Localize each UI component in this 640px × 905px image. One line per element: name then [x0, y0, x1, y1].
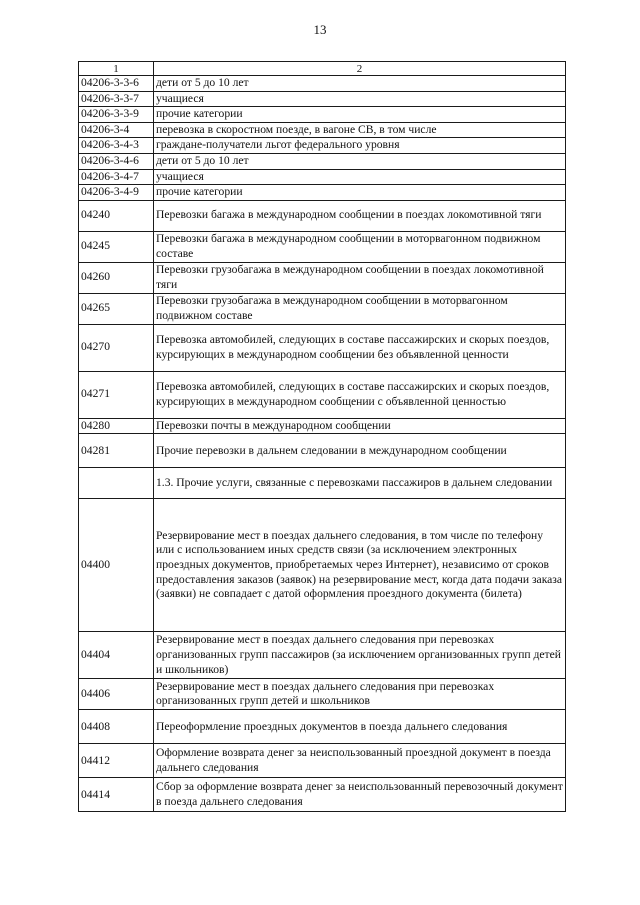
- table-row: [79, 122, 566, 138]
- row-code: 04408: [79, 710, 154, 744]
- row-code: 04404: [79, 632, 154, 679]
- row-code: 04206-3-3-9: [79, 107, 154, 123]
- row-code: 04206-3-4-3: [79, 138, 154, 154]
- row-description: Перевозки грузобагажа в международном сообщении в моторвагонном подвижном составе: [154, 293, 566, 324]
- row-description: прочие категории: [154, 185, 566, 201]
- table-row: [79, 778, 566, 812]
- table-row: [79, 231, 566, 262]
- row-code: 04206-3-4-7: [79, 169, 154, 185]
- row-description: Резервирование мест в поездах дальнего следования при перевозках организованных групп пассажиров (за исключением организованных групп детей и школьников): [154, 632, 566, 679]
- row-code: 04260: [79, 262, 154, 293]
- row-description: дети от 5 до 10 лет: [154, 76, 566, 92]
- table-row: [79, 324, 566, 371]
- row-code: 04206-3-3-6: [79, 76, 154, 92]
- table-row: [79, 76, 566, 92]
- table-row: [79, 91, 566, 107]
- table-row: [79, 468, 566, 499]
- row-code: 04400: [79, 499, 154, 632]
- table-header-row: [79, 62, 566, 76]
- row-code: 04240: [79, 200, 154, 231]
- column-header-code: 1: [79, 62, 154, 76]
- row-code: 04206-3-4-6: [79, 153, 154, 169]
- row-description: дети от 5 до 10 лет: [154, 153, 566, 169]
- row-code: [79, 468, 154, 499]
- row-description: 1.3. Прочие услуги, связанные с перевозками пассажиров в дальнем следовании: [154, 468, 566, 499]
- row-description: Сбор за оформление возврата денег за неиспользованный перевозочный документ в поезда дальнего следования: [154, 778, 566, 812]
- row-description: Переоформление проездных документов в поезда дальнего следования: [154, 710, 566, 744]
- table-row: [79, 434, 566, 468]
- row-code: 04206-3-3-7: [79, 91, 154, 107]
- row-description: учащиеся: [154, 91, 566, 107]
- table-row: [79, 632, 566, 679]
- row-description: Перевозка автомобилей, следующих в составе пассажирских и скорых поездов, курсирующих в международном сообщении без объявленной ценности: [154, 324, 566, 371]
- row-code: 04245: [79, 231, 154, 262]
- row-code: 04206-3-4: [79, 122, 154, 138]
- table-row: [79, 107, 566, 123]
- row-description: Оформление возврата денег за неиспользованный проездной документ в поезда дальнего следования: [154, 744, 566, 778]
- row-description: Прочие перевозки в дальнем следовании в международном сообщении: [154, 434, 566, 468]
- page-number: 13: [313, 22, 327, 37]
- row-code: 04406: [79, 679, 154, 710]
- table-row: [79, 418, 566, 434]
- row-description: Резервирование мест в поездах дальнего следования при перевозках организованных групп детей и школьников: [154, 679, 566, 710]
- table-row: [79, 200, 566, 231]
- row-description: прочие категории: [154, 107, 566, 123]
- row-code: 04265: [79, 293, 154, 324]
- row-code: 04271: [79, 371, 154, 418]
- row-description: Резервирование мест в поездах дальнего следования, в том числе по телефону или с использованием иных средств связи (за исключением электронных проездных документов, приобретаемых через Интернет), независимо от сроков предоставления заказов (заявок) на резервирование мест, когда дата подачи заказа (заявки) не совпадает с датой оформления проездного документа (билета): [154, 499, 566, 632]
- row-description: Перевозки багажа в международном сообщении в моторвагонном подвижном составе: [154, 231, 566, 262]
- row-description: учащиеся: [154, 169, 566, 185]
- table-row: [79, 710, 566, 744]
- table-row: [79, 499, 566, 632]
- table-row: [79, 169, 566, 185]
- table-body: [79, 76, 566, 812]
- table-row: [79, 185, 566, 201]
- row-code: 04270: [79, 324, 154, 371]
- row-code: 04206-3-4-9: [79, 185, 154, 201]
- column-header-description: 2: [154, 62, 566, 76]
- row-description: Перевозки багажа в международном сообщении в поездах локомотивной тяги: [154, 200, 566, 231]
- table-row: [79, 153, 566, 169]
- row-description: перевозка в скоростном поезде, в вагоне СВ, в том числе: [154, 122, 566, 138]
- table-row: [79, 744, 566, 778]
- row-description: Перевозки грузобагажа в международном сообщении в поездах локомотивной тяги: [154, 262, 566, 293]
- table-row: [79, 138, 566, 154]
- code-table: [78, 61, 566, 812]
- row-description: Перевозки почты в международном сообщении: [154, 418, 566, 434]
- row-code: 04281: [79, 434, 154, 468]
- row-code: 04412: [79, 744, 154, 778]
- table-row: [79, 293, 566, 324]
- row-description: Перевозка автомобилей, следующих в составе пассажирских и скорых поездов, курсирующих в международном сообщении с объявленной ценностью: [154, 371, 566, 418]
- row-code: 04414: [79, 778, 154, 812]
- table-row: [79, 679, 566, 710]
- row-description: граждане-получатели льгот федерального уровня: [154, 138, 566, 154]
- table-row: [79, 371, 566, 418]
- row-code: 04280: [79, 418, 154, 434]
- table-row: [79, 262, 566, 293]
